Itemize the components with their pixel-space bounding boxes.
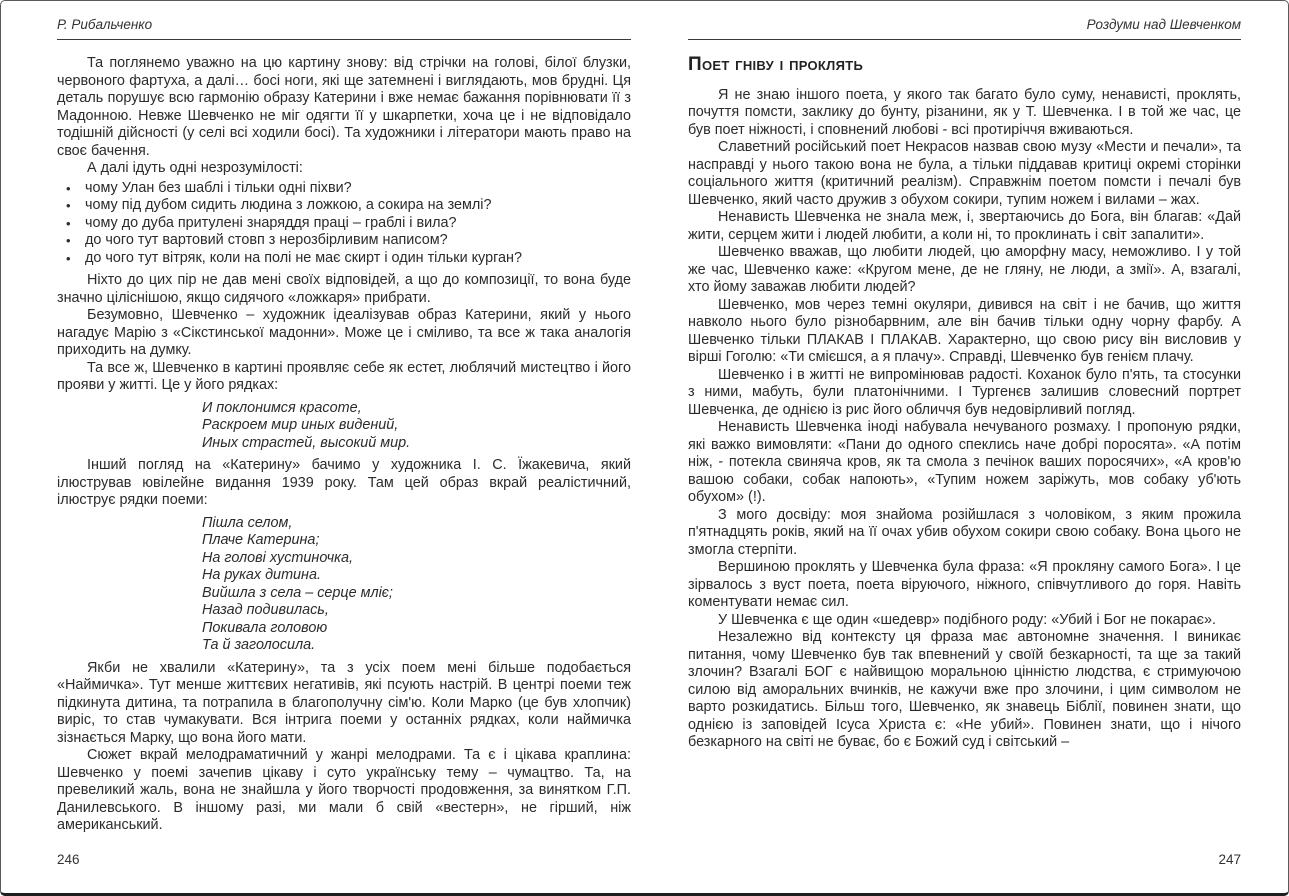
body-paragraph: Інший погляд на «Катерину» бачимо у художника І. С. Їжакевича, який ілюстрував ювілейне видання 1939 року. Там цей образ вкрай реалістичний, ілюструє рядки поеми: <box>57 457 631 508</box>
body-paragraph: Шевченко вважав, що любити людей, цю аморфну масу, неможливо. І у той же час, Шевченко каже: «Кругом мене, де не гляну, не люди, а змії». А, взагалі, хто йому заважав любити людей? <box>688 244 1241 295</box>
bullet-item <box>57 232 631 250</box>
left-page <box>57 17 631 877</box>
bullet-item <box>57 197 631 215</box>
verse-line: Вийшла з села – серце мліє; <box>202 584 393 601</box>
body-paragraph: Безумовно, Шевченко – художник ідеалізував образ Катерини, який у нього нагадує Марію з «Сікстинської мадонни». Може це і сміливо, та все ж така аналогія приходить на думку. <box>57 307 631 358</box>
bullet-text: до чого тут вітряк, коли на полі не має скирт і один тільки курган? <box>85 249 522 266</box>
verse-block-russian <box>202 400 631 453</box>
verse-block-kateryna <box>202 515 631 655</box>
bullet-text: чому до дуба притулені знаряддя праці – граблі і вила? <box>85 214 457 231</box>
running-header-title: Роздуми над Шевченком <box>688 17 1241 40</box>
running-header-author: Р. Рибальченко <box>57 17 631 40</box>
bullet-marker: • <box>66 180 71 196</box>
right-page-body <box>688 56 1241 752</box>
bullet-text: чому Улан без шаблі і тільки одні піхви? <box>85 179 352 196</box>
verse-line: На голові хустиночка, <box>202 549 353 566</box>
verse-line: Плаче Катерина; <box>202 532 320 548</box>
body-paragraph: З мого досвіду: моя знайома розійшлася з чоловіком, з яким прожила п'ятнадцять років, який на її очах убив обухом сокири свою собаку. Вона цього не змогла стерпіти. <box>688 506 1241 558</box>
body-paragraph: Ненависть Шевченка не знала меж, і, звертаючись до Бога, він благав: «Дай жити, серцем жити і людей любити, а коли ні, то проклинать і світ запалити». <box>688 209 1241 243</box>
bullet-marker: • <box>66 198 71 213</box>
body-paragraph: Незалежно від контексту ця фраза має автономне значення. І виникає питання, чому Шевченко був так впевнений у своїй безкарності, та ще за такий злочин? Взагалі БОГ є найвищою моральною цінністю людства, є стримуючою силою від аморальних вчинків, не кажучи вже про злочини, і цим символом не варто розкидатись. Більш того, Шевченко, як знавець Біблії, повинен знати, що однією із заповідей Ісуса Христа є: «Не убий». Повинен знати, що і нічого безкарного на світі не буває, бо є Божий суд і світський – <box>688 629 1241 750</box>
verse-line: И поклонимся красоте, <box>202 399 362 416</box>
verse-line: На руках дитина. <box>202 567 321 583</box>
bullet-text: до чого тут вартовий стовп з нерозбірливим написом? <box>85 232 448 248</box>
bullet-item <box>57 250 631 268</box>
body-paragraph: Я не знаю іншого поета, у якого так багато було суму, ненависті, проклять, почуття помсти, заклику до бунту, різанини, як у Т. Шевченка. І в той же час, це був поет ніжності, і сповнений любові - всі протиріччя вживаються. <box>688 86 1241 138</box>
bullet-item <box>57 180 631 198</box>
verse-line: Иных страстей, высокий мир. <box>202 434 411 451</box>
bullet-marker: • <box>66 215 71 231</box>
body-paragraph: Шевченко, мов через темні окуляри, дивився на світ і не бачив, що життя навколо нього було різнобарвним, але він бачив тільки одну чорну фарбу. А Шевченко тільки ПЛАКАВ І ПЛАКАВ. Характерно, що свою рису він висловив у вірші Гоголю: «Ти смієшся, а я плачу». Справді, Шевченко був генієм плачу. <box>688 296 1241 365</box>
body-paragraph: У Шевченка є ще один «шедевр» подібного роду: «Убий і Бог не покарає». <box>718 611 1216 628</box>
body-paragraph: Славетний російський поет Некрасов назвав свою музу «Мести и печали», та насправді у нього такою вона не була, а тільки піддавав критиці окремі сторінки соціального життя (критичний реалізм). Справжнім поетом помсти і печалі був Шевченко, який часто дружив з обухом сокири, тупим ножем і вилами – жах. <box>688 139 1241 208</box>
verse-line: Назад подивилась, <box>202 602 329 618</box>
left-page-body <box>57 55 631 835</box>
verse-line: Покивала головою <box>202 619 328 636</box>
verse-line: Пішла селом, <box>202 514 293 531</box>
bullet-marker: • <box>66 233 71 248</box>
section-heading: Поет гніву і проклять <box>688 54 864 75</box>
verse-line: Раскроем мир иных видений, <box>202 417 399 433</box>
page-number-right: 247 <box>1218 852 1241 867</box>
bullet-item <box>57 215 631 233</box>
page-number-left: 246 <box>57 852 80 867</box>
body-paragraph: А далі ідуть одні незрозумілості: <box>87 160 303 176</box>
bullet-text: чому під дубом сидить людина з ложкою, а сокира на землі? <box>85 197 492 213</box>
body-paragraph: Ніхто до цих пір не дав мені своїх відповідей, а що до композиції, то вона буде значно ціліснішою, якщо сидячого «ложкаря» прибрати. <box>57 272 631 306</box>
body-paragraph: Та поглянемо уважно на цю картину знову: від стрічки на голові, білої блузки, червоного фартуха, а далі… босі ноги, які ще затемнені і виглядають, мов брудні. Ця деталь порушує всю гармонію образу Катерини і вже немає бажання порівнювати її з Мадонною. Невже Шевченко не міг одягти її у шкарпетки, хоча це і не відповідало тодішній дійсності (у селі всі ходили босі). Та художники і літератори мають право на своє бачення. <box>57 55 631 159</box>
bullet-marker: • <box>66 250 71 266</box>
question-list <box>57 180 631 268</box>
right-page <box>688 17 1241 877</box>
body-paragraph: Та все ж, Шевченко в картині проявляє себе як естет, люблячий мистецтво і його прояви у житті. Це у його рядках: <box>57 359 631 393</box>
body-paragraph: Якби не хвалили «Катерину», та з усіх поем мені більше подобається «Наймичка». Тут менше життєвих негативів, які псують настрій. В центрі поеми теж підкинута дитина, та потрапила в благополучну сім'ю. Коли Марко (це був хлопчик) виріс, то став чумакувати. Вся інтрига поеми у останніх рядках, коли наймичка зізнається Марку, що вона його мати. <box>57 659 631 746</box>
body-paragraph: Шевченко і в житті не випромінював радості. Коханок було п'ять, та стосунки з ними, мабуть, були платонічними. І Тургенєв залишив словесний портрет Шевченка, де однією із рис його обличчя був недовірливий погляд. <box>688 366 1241 418</box>
body-paragraph: Вершиною проклять у Шевченка була фраза: «Я прокляну самого Бога». І це зірвалось з вуст поета, поета віруючого, ніжного, співчутливого до горя. Навіть коментувати немає сил. <box>688 559 1241 610</box>
verse-line: Та й заголосила. <box>202 637 316 653</box>
body-paragraph: Ненависть Шевченка іноді набувала нечуваного розмаху. І пропоную рядки, які важко вимовляти: «Пани до одного спеклись наче добрі поросята». «А потім ніж, - потекла свиняча кров, як та смола з печінок ваших поросячих», «А кров'ю вашою собаки, собак напоють», «Тупим ножем заріжуть, мов собаку уб'ють обухом» (!). <box>688 419 1241 505</box>
body-paragraph: Сюжет вкрай мелодраматичний у жанрі мелодрами. Та є і цікава краплина: Шевченко у поемі зачепив цікаву і суто українську тему – чумацтво. Та, на превеликий жаль, вона не знайшла у його творчості продовження, за винятком Г.П. Данилевського. В іншому разі, ми мали б свій «вестерн», не гірший, ніж американський. <box>57 747 631 833</box>
